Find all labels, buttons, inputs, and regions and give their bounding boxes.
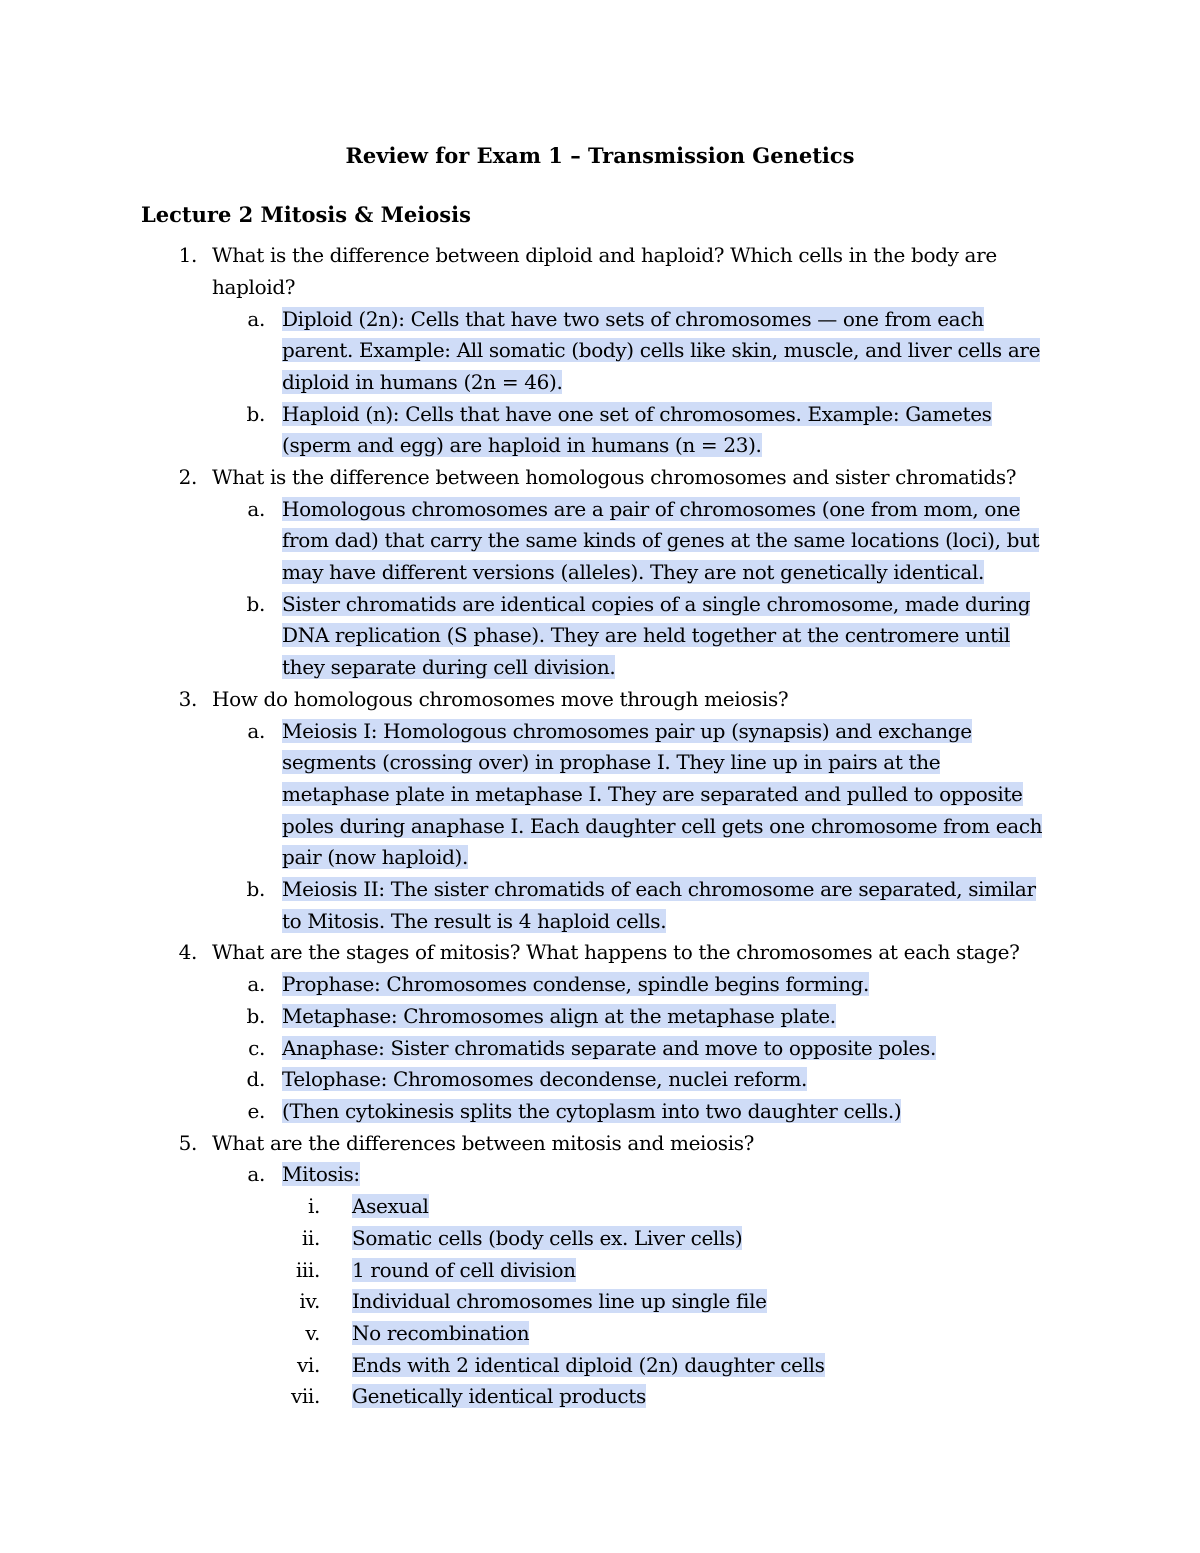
roman-marker: v.	[305, 1321, 320, 1345]
question-number: 4.	[178, 940, 197, 964]
answer-marker: c.	[248, 1036, 265, 1060]
highlighted-answer: pair (now haploid).	[282, 845, 468, 869]
highlighted-answer: Sister chromatids are identical copies of a single chromosome, made during	[282, 592, 1031, 616]
highlighted-answer: 1 round of cell division	[352, 1258, 576, 1282]
highlighted-answer: Ends with 2 identical diploid (2n) daughter cells	[352, 1353, 825, 1377]
highlighted-answer: from dad) that carry the same kinds of genes at the same locations (loci), but	[282, 528, 1040, 552]
answer-marker: a.	[247, 719, 265, 743]
question-number: 3.	[178, 687, 197, 711]
highlighted-answer: Somatic cells (body cells ex. Liver cells)	[352, 1226, 743, 1250]
highlighted-answer: segments (crossing over) in prophase I. They line up in pairs at the	[282, 750, 941, 774]
highlighted-answer: Individual chromosomes line up single file	[352, 1289, 767, 1313]
highlighted-answer: Prophase: Chromosomes condense, spindle begins forming.	[282, 972, 870, 996]
question-text: haploid?	[212, 275, 296, 299]
question-text: What is the difference between diploid and haploid? Which cells in the body are	[212, 243, 997, 267]
roman-marker: iii.	[295, 1258, 320, 1282]
roman-marker: ii.	[301, 1226, 320, 1250]
highlighted-answer: (sperm and egg) are haploid in humans (n = 23).	[282, 433, 762, 457]
highlighted-answer: (Then cytokinesis splits the cytoplasm into two daughter cells.)	[282, 1099, 902, 1123]
highlighted-answer: Diploid (2n): Cells that have two sets of chromosomes — one from each	[282, 307, 984, 331]
highlighted-answer: Mitosis:	[282, 1162, 360, 1186]
highlighted-answer: Telophase: Chromosomes decondense, nuclei reform.	[282, 1067, 807, 1091]
roman-marker: i.	[307, 1194, 320, 1218]
roman-marker: iv.	[299, 1289, 320, 1313]
roman-marker: vii.	[290, 1384, 320, 1408]
highlighted-answer: Meiosis I: Homologous chromosomes pair up (synapsis) and exchange	[282, 719, 972, 743]
question-number: 2.	[178, 465, 197, 489]
highlighted-answer: Anaphase: Sister chromatids separate and move to opposite poles.	[282, 1036, 936, 1060]
section-heading: Lecture 2 Mitosis & Meiosis	[141, 202, 471, 227]
answer-marker: a.	[247, 1162, 265, 1186]
question-number: 5.	[178, 1131, 197, 1155]
answer-marker: d.	[246, 1067, 265, 1091]
question-number: 1.	[178, 243, 197, 267]
highlighted-answer: diploid in humans (2n = 46).	[282, 370, 563, 394]
highlighted-answer: Metaphase: Chromosomes align at the metaphase plate.	[282, 1004, 836, 1028]
answer-marker: b.	[246, 1004, 265, 1028]
answer-marker: b.	[246, 402, 265, 426]
question-text: What is the difference between homologous chromosomes and sister chromatids?	[212, 465, 1017, 489]
highlighted-answer: Genetically identical products	[352, 1384, 646, 1408]
roman-marker: vi.	[296, 1353, 320, 1377]
answer-marker: b.	[246, 592, 265, 616]
highlighted-answer: metaphase plate in metaphase I. They are separated and pulled to opposite	[282, 782, 1023, 806]
highlighted-answer: parent. Example: All somatic (body) cells like skin, muscle, and liver cells are	[282, 338, 1041, 362]
answer-marker: a.	[247, 307, 265, 331]
question-text: How do homologous chromosomes move through meiosis?	[212, 687, 789, 711]
question-text: What are the stages of mitosis? What happens to the chromosomes at each stage?	[212, 940, 1020, 964]
highlighted-answer: Haploid (n): Cells that have one set of chromosomes. Example: Gametes	[282, 402, 992, 426]
highlighted-answer: they separate during cell division.	[282, 655, 616, 679]
highlighted-answer: Asexual	[352, 1194, 429, 1218]
highlighted-answer: poles during anaphase I. Each daughter cell gets one chromosome from each	[282, 814, 1043, 838]
answer-marker: e.	[247, 1099, 265, 1123]
highlighted-answer: Meiosis II: The sister chromatids of each chromosome are separated, similar	[282, 877, 1036, 901]
answer-marker: a.	[247, 497, 265, 521]
highlighted-answer: may have different versions (alleles). They are not genetically identical.	[282, 560, 985, 584]
highlighted-answer: to Mitosis. The result is 4 haploid cells.	[282, 909, 667, 933]
highlighted-answer: No recombination	[352, 1321, 530, 1345]
highlighted-answer: Homologous chromosomes are a pair of chromosomes (one from mom, one	[282, 497, 1021, 521]
question-text: What are the differences between mitosis and meiosis?	[212, 1131, 755, 1155]
highlighted-answer: DNA replication (S phase). They are held together at the centromere until	[282, 623, 1010, 647]
answer-marker: a.	[247, 972, 265, 996]
answer-marker: b.	[246, 877, 265, 901]
document-title: Review for Exam 1 – Transmission Genetics	[345, 143, 855, 168]
